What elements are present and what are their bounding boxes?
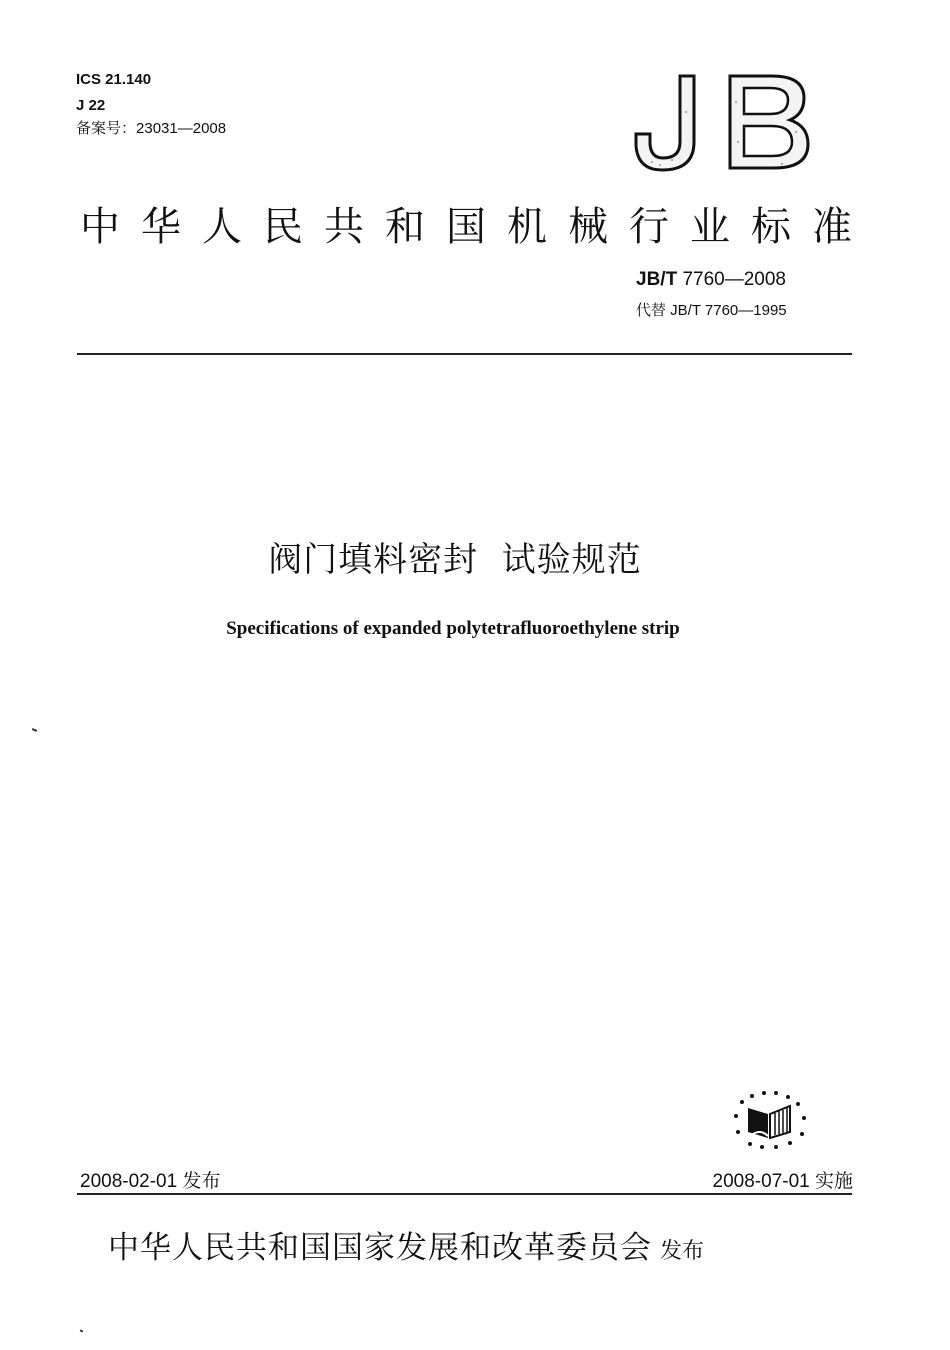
scan-speck [32, 728, 37, 732]
top-divider [77, 353, 852, 355]
ics-code [76, 69, 151, 91]
jb-logo-icon [632, 72, 812, 172]
standard-code-number: 7760—2008 [677, 269, 787, 290]
issuer [108, 1222, 704, 1267]
ics-code-text: ICS 21.140 [76, 71, 152, 88]
bottom-divider [77, 1193, 852, 1195]
document-title-en: Specifications of expanded polytetrafluoroethylene strip [226, 618, 680, 639]
standard-title: 中华人民共和国机械行业标准 [80, 204, 873, 250]
scan-speck [80, 1329, 84, 1332]
publish-date: 2008-02-01 发布 [80, 1171, 221, 1192]
ccs-code: J 22 [76, 97, 106, 114]
implementation-date: 2008-07-01 实施 [712, 1171, 853, 1192]
issuer-name: 中华人民共和国国家发展和改革委员会 [108, 1230, 652, 1266]
record-label: 备案号： [76, 120, 137, 137]
standard-code [636, 269, 786, 291]
document-title-cn: 阀门填料密封 试验规范 [268, 540, 642, 580]
issuer-action: 发布 [660, 1239, 705, 1264]
standard-code-prefix: JB/T [636, 269, 678, 290]
publisher-emblem-icon [728, 1088, 810, 1150]
replaces-standard: 代替 JB/T 7760—1995 [636, 302, 787, 319]
record-number [76, 118, 226, 140]
record-value: 23031—2008 [136, 120, 227, 137]
